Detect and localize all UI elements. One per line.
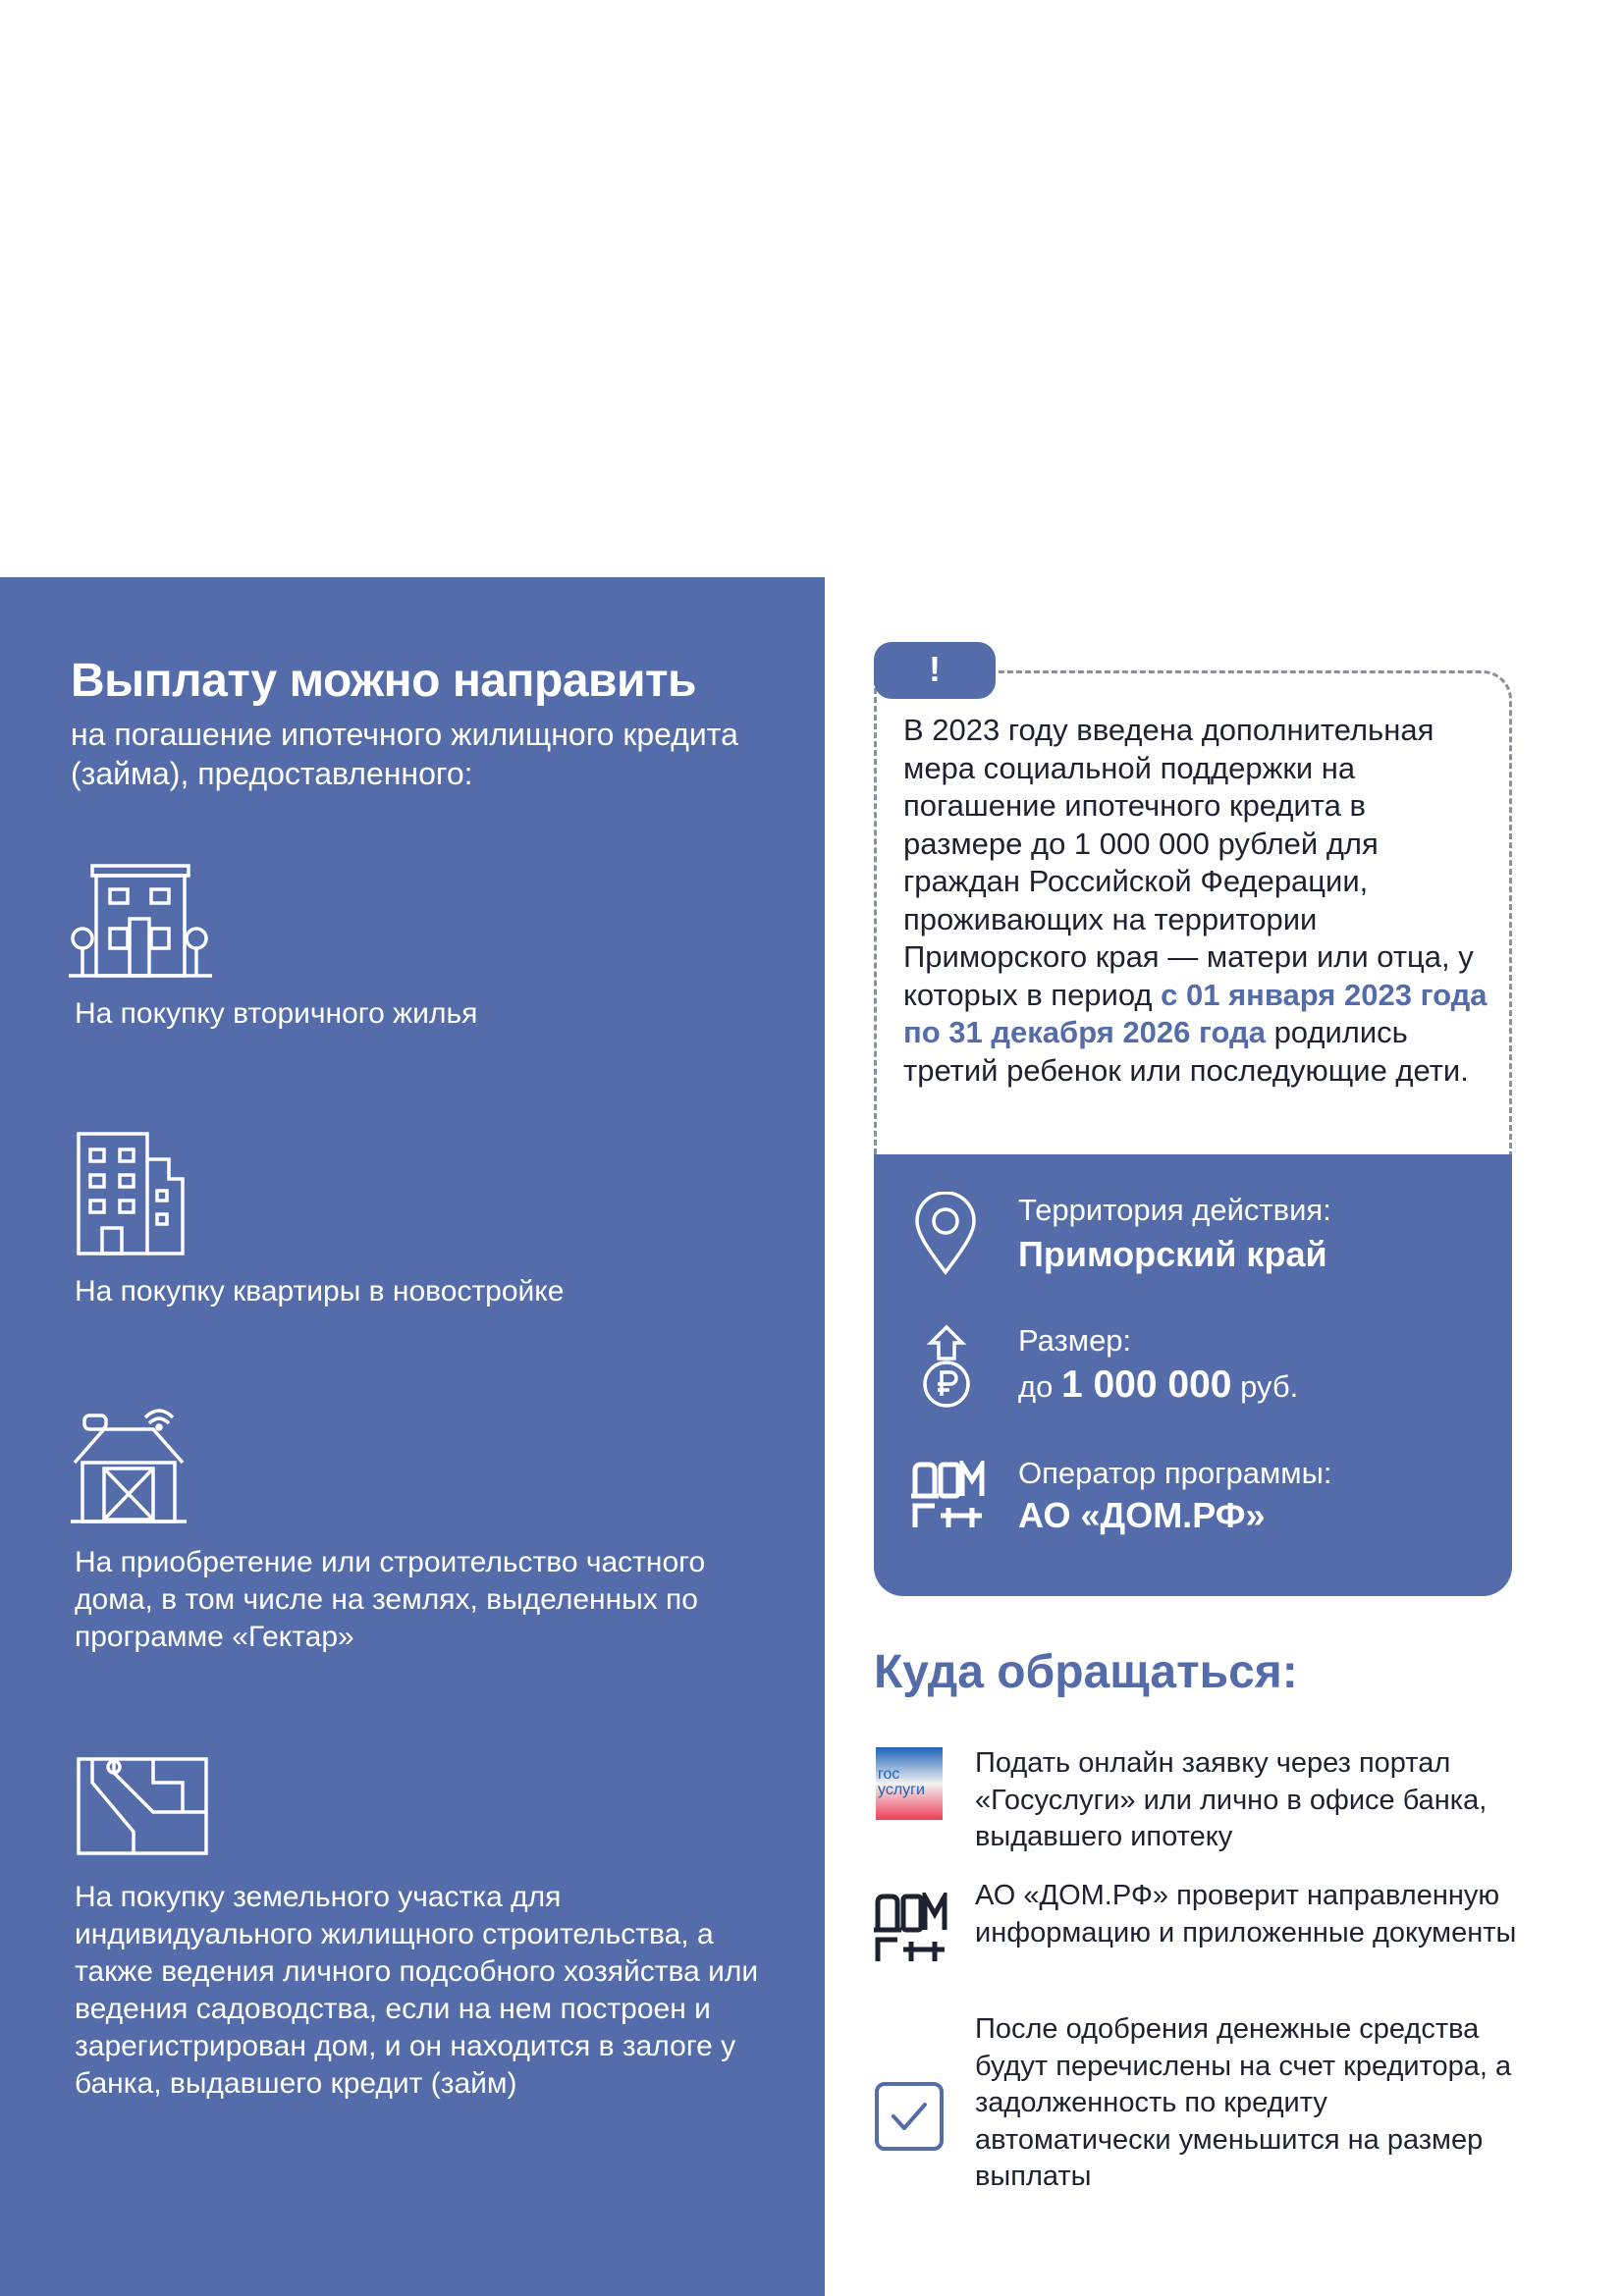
new-building-icon	[75, 1130, 187, 1255]
step-domrf-text: АО «ДОМ.РФ» проверит направленную информацию и приложенные документы	[975, 1880, 1517, 1949]
domrf-logo-icon	[911, 1461, 986, 1536]
operator-label: Оператор программы:	[1018, 1456, 1332, 1490]
land-plot-icon	[75, 1753, 210, 1859]
info-date-highlight: с 01 января 2023 года по 31 декабря 2026 года	[903, 977, 1488, 1049]
private-house-icon	[69, 1408, 189, 1525]
domrf-logo-icon	[874, 1893, 948, 1970]
option-private-house-text: На приобретение или строительство частного дома, в том числе на землях, выделенных по программе «Гектар»	[75, 1546, 706, 1653]
territory-label: Территория действия:	[1018, 1193, 1331, 1227]
info-text: В 2023 году введена дополнительная мера социальной поддержки на погашение ипотечного кредита в размере до 1 000 000 рублей для граждан Российской Федерации, проживающих на территории Приморского края — матери или отца, у которых в период с 01 января 2023 года по 31 декабря 2026 года родились третий ребенок или последующие дети.	[903, 713, 1488, 1088]
option-secondary-housing-text: На покупку вторичного жилья	[75, 997, 478, 1030]
size-value: до 1 000 000 руб.	[1018, 1363, 1299, 1406]
left-subtitle: на погашение ипотечного жилищного кредита (займа), предоставленного:	[71, 717, 738, 791]
option-new-building-text: На покупку квартиры в новостройке	[75, 1275, 565, 1308]
contact-title: Куда обращаться:	[874, 1646, 1298, 1698]
size-label: Размер:	[1018, 1323, 1132, 1358]
ruble-growth-icon	[917, 1323, 976, 1415]
location-pin-icon	[913, 1192, 978, 1281]
gosuslugi-logo-text: гос услуги	[878, 1766, 925, 1798]
territory-value: Приморский край	[1018, 1234, 1327, 1274]
size-amount: 1 000 000	[1060, 1363, 1232, 1406]
step-gosuslugi-text: Подать онлайн заявку через портал «Госуслуги» или лично в офисе банка, выдавшего ипотеку	[975, 1747, 1488, 1852]
option-land-plot-text: На покупку земельного участка для индивидуального жилищного строительства, а также ведения личного подсобного хозяйства или ведения садоводства, если на нем построен и зарегистрирован дом, и он находится в залоге у банка, выдавшего кредит (займ)	[75, 1881, 759, 2100]
left-title: Выплату можно направить	[71, 655, 697, 707]
checkbox-icon	[874, 2081, 945, 2157]
secondary-housing-icon	[69, 860, 212, 978]
gosuslugi-logo-icon[interactable]	[876, 1747, 943, 1820]
operator-value: АО «ДОМ.РФ»	[1018, 1495, 1266, 1535]
step-approval-text: После одобрения денежные средства будут перечислены на счет кредитора, а задолженность по кредиту автоматически уменьшится на размер выплаты	[975, 2013, 1512, 2192]
info-exclamation-tag: !	[874, 642, 996, 699]
